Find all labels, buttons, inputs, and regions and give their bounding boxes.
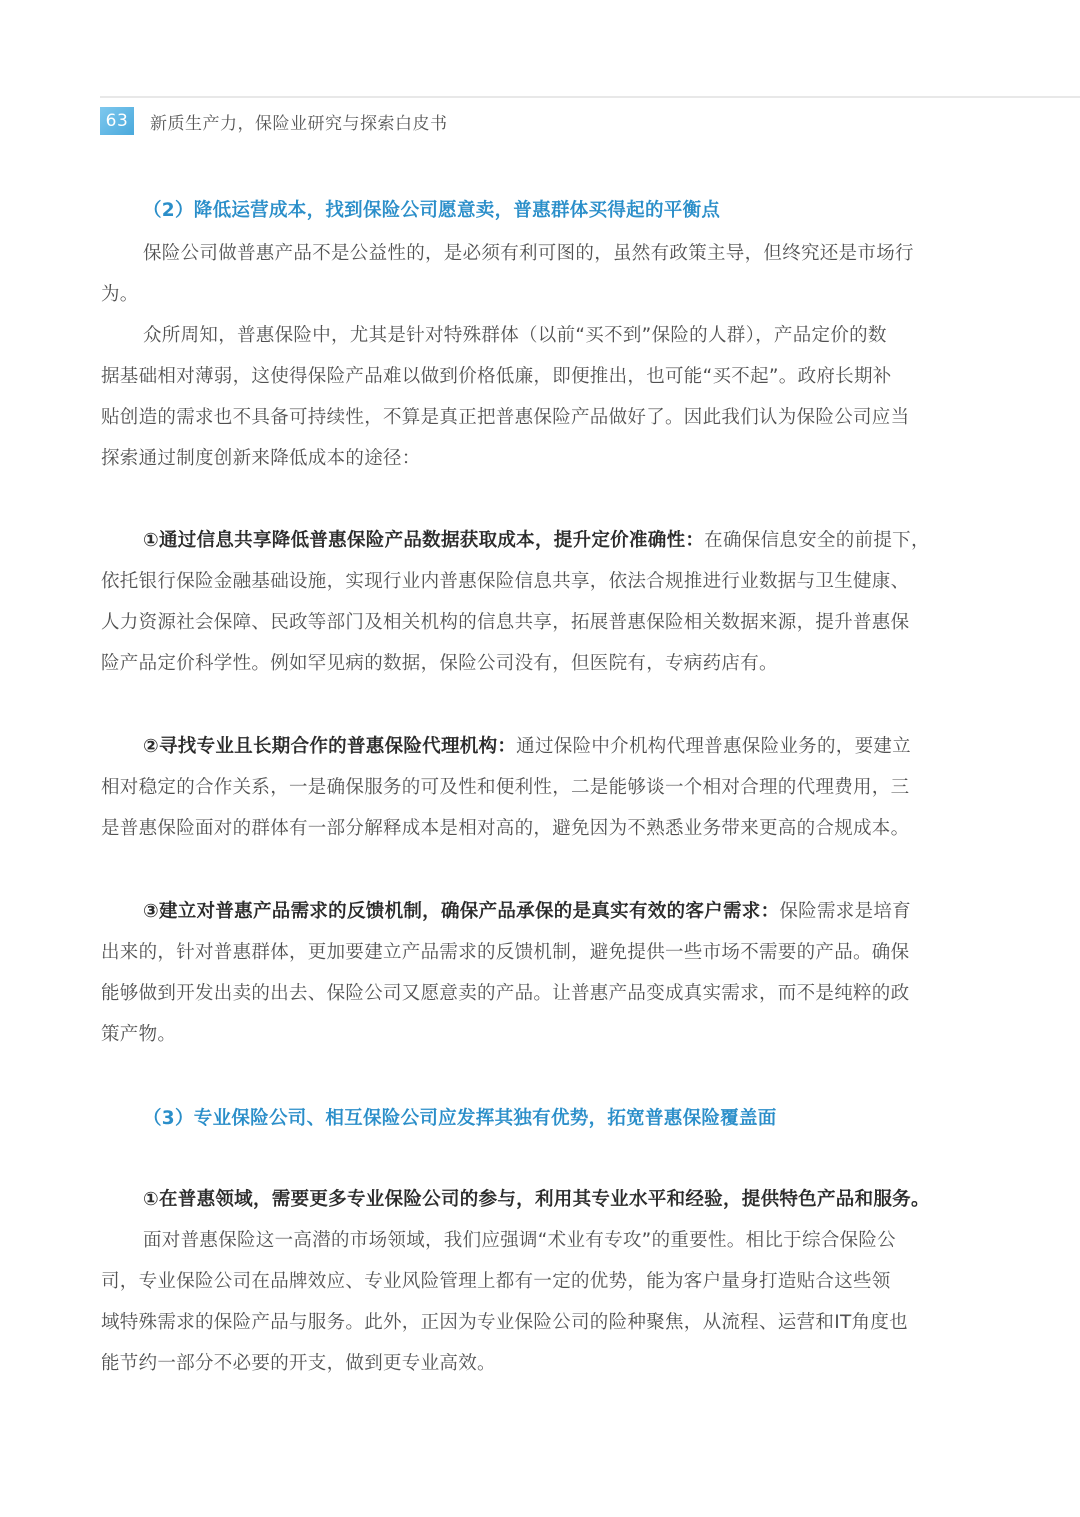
paragraph-line: 司，专业保险公司在品牌效应、专业风险管理上都有一定的优势，能为客户量身打造贴合这些领 (101, 1271, 891, 1292)
paragraph-line: 能节约一部分不必要的开支，做到更专业高效。 (101, 1353, 496, 1374)
item-text: 保险需求是培育 (779, 901, 911, 922)
paragraph-line: 出来的，针对普惠群体，更加要建立产品需求的反馈机制，避免提供一些市场不需要的产品。确保 (101, 942, 910, 963)
section-2-paragraph-2 (101, 315, 981, 479)
paragraph-line: 域特殊需求的保险产品与服务。此外，正因为专业保险公司的险种聚焦，从流程、运营和IT角度也 (101, 1312, 908, 1333)
paragraph-line: 贴创造的需求也不具备可持续性，不算是真正把普惠保险产品做好了。因此我们认为保险公司应当 (101, 407, 910, 428)
item-first-line (101, 891, 981, 932)
item-first-line (101, 726, 981, 767)
item-title: ②寻找专业且长期合作的普惠保险代理机构： (143, 736, 517, 757)
measure-item-1 (101, 520, 981, 684)
section-3-heading: （3）专业保险公司、相互保险公司应发挥其独有优势，拓宽普惠保险覆盖面 (143, 1108, 777, 1129)
paragraph-line: 人力资源社会保障、民政等部门及相关机构的信息共享，拓展普惠保险相关数据来源，提升普惠保 (101, 612, 910, 633)
paragraph-line: 能够做到开发出卖的出去、保险公司又愿意卖的产品。让普惠产品变成真实需求，而不是纯粹的政 (101, 983, 910, 1004)
section-2-heading: （2）降低运营成本，找到保险公司愿意卖，普惠群体买得起的平衡点 (143, 200, 721, 221)
section-3-paragraph-1 (101, 1220, 981, 1384)
header-divider (100, 96, 1080, 98)
paragraph-line: 面对普惠保险这一高潜的市场领域，我们应强调“术业有专攻”的重要性。相比于综合保险公 (143, 1230, 896, 1251)
measure-item-2 (101, 726, 981, 849)
item-title: ①通过信息共享降低普惠保险产品数据获取成本，提升定价准确性： (143, 530, 705, 551)
paragraph-line: 据基础相对薄弱，这使得保险产品难以做到价格低廉，即便推出，也可能“买不起”。政府长期补 (101, 366, 892, 387)
page-number-badge: 63 (100, 107, 134, 135)
running-title: 新质生产力，保险业研究与探索白皮书 (150, 114, 448, 134)
item-title: ③建立对普惠产品需求的反馈机制，确保产品承保的是真实有效的客户需求： (143, 901, 780, 922)
item-text: 在确保信息安全的前提下， (704, 530, 930, 551)
section-2-paragraph-1 (101, 233, 981, 315)
paragraph-line: 众所周知，普惠保险中，尤其是针对特殊群体（以前“买不到”保险的人群），产品定价的数 (143, 325, 887, 346)
subheading-text: ①在普惠领域，需要更多专业保险公司的参与，利用其专业水平和经验，提供特色产品和服务。 (143, 1189, 930, 1210)
item-text: 通过保险中介机构代理普惠保险业务的，要建立 (516, 736, 911, 757)
paragraph-line: 保险公司做普惠产品不是公益性的，是必须有利可图的，虽然有政策主导，但终究还是市场行 (143, 243, 914, 264)
paragraph-line: 策产物。 (101, 1024, 177, 1045)
paragraph-line: 险产品定价科学性。例如罕见病的数据，保险公司没有，但医院有，专病药店有。 (101, 653, 778, 674)
item-first-line (101, 520, 981, 561)
paragraph-line: 依托银行保险金融基础设施，实现行业内普惠保险信息共享，依法合规推进行业数据与卫生健康、 (101, 571, 910, 592)
paragraph-line: 为。 (101, 284, 139, 305)
section-3-subheading (101, 1179, 981, 1220)
paragraph-line: 是普惠保险面对的群体有一部分解释成本是相对高的，避免因为不熟悉业务带来更高的合规成本。 (101, 818, 910, 839)
measure-item-3 (101, 891, 981, 1055)
paragraph-line: 探索通过制度创新来降低成本的途径： (101, 448, 421, 469)
paragraph-line: 相对稳定的合作关系，一是确保服务的可及性和便利性，二是能够谈一个相对合理的代理费用，三 (101, 777, 910, 798)
